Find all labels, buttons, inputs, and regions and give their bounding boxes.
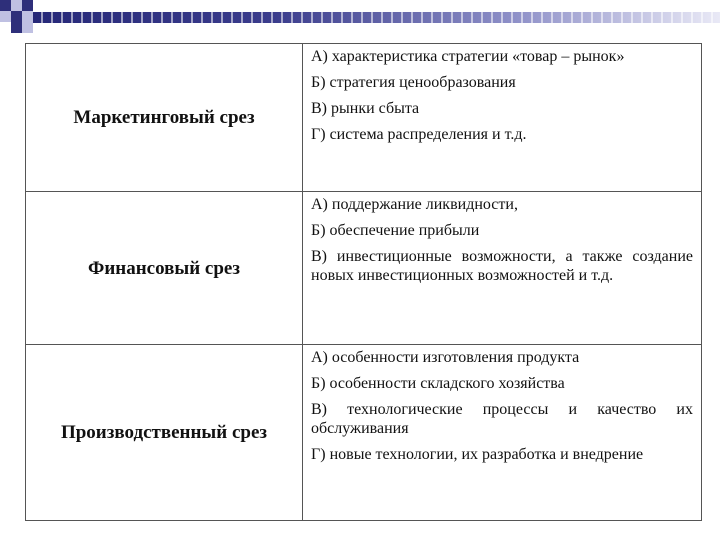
list-item: В) рынки сбыта [311,100,420,117]
list-item: А) особенности изготовления продукта [311,349,580,366]
row-category: Маркетинговый срез [26,44,303,192]
decor-square [0,11,11,22]
list-item: В) технологические процессы и качество их обслуживания [311,401,693,437]
decor-square [11,22,22,33]
decor-square [11,11,22,22]
header-decoration [0,0,720,40]
row-category: Производственный срез [26,345,303,521]
table-row [26,345,702,521]
decor-square [0,0,11,11]
strategy-table [25,43,702,521]
decor-square [22,11,33,22]
list-item: Б) особенности складского хозяйства [311,375,565,392]
list-item: Г) новые технологии, их разработка и внедрение [311,446,644,463]
header-band-stripes [33,12,720,23]
row-items [303,345,702,521]
decor-square [11,0,22,11]
list-item: В) инвестиционные возможности, а также создание новых инвестиционных возможностей и т.д. [311,248,693,284]
table-row [26,192,702,345]
row-category: Финансовый срез [26,192,303,345]
decor-square [22,22,33,33]
list-item: Б) обеспечение прибыли [311,222,480,239]
row-items [303,192,702,345]
list-item: А) поддержание ликвидности, [311,196,518,213]
list-item: Б) стратегия ценообразования [311,74,516,91]
decor-square [22,0,33,11]
list-item: Г) система распределения и т.д. [311,126,527,143]
row-items [303,44,702,192]
list-item: А) характеристика стратегии «товар – рынок» [311,48,625,65]
table-row [26,44,702,192]
